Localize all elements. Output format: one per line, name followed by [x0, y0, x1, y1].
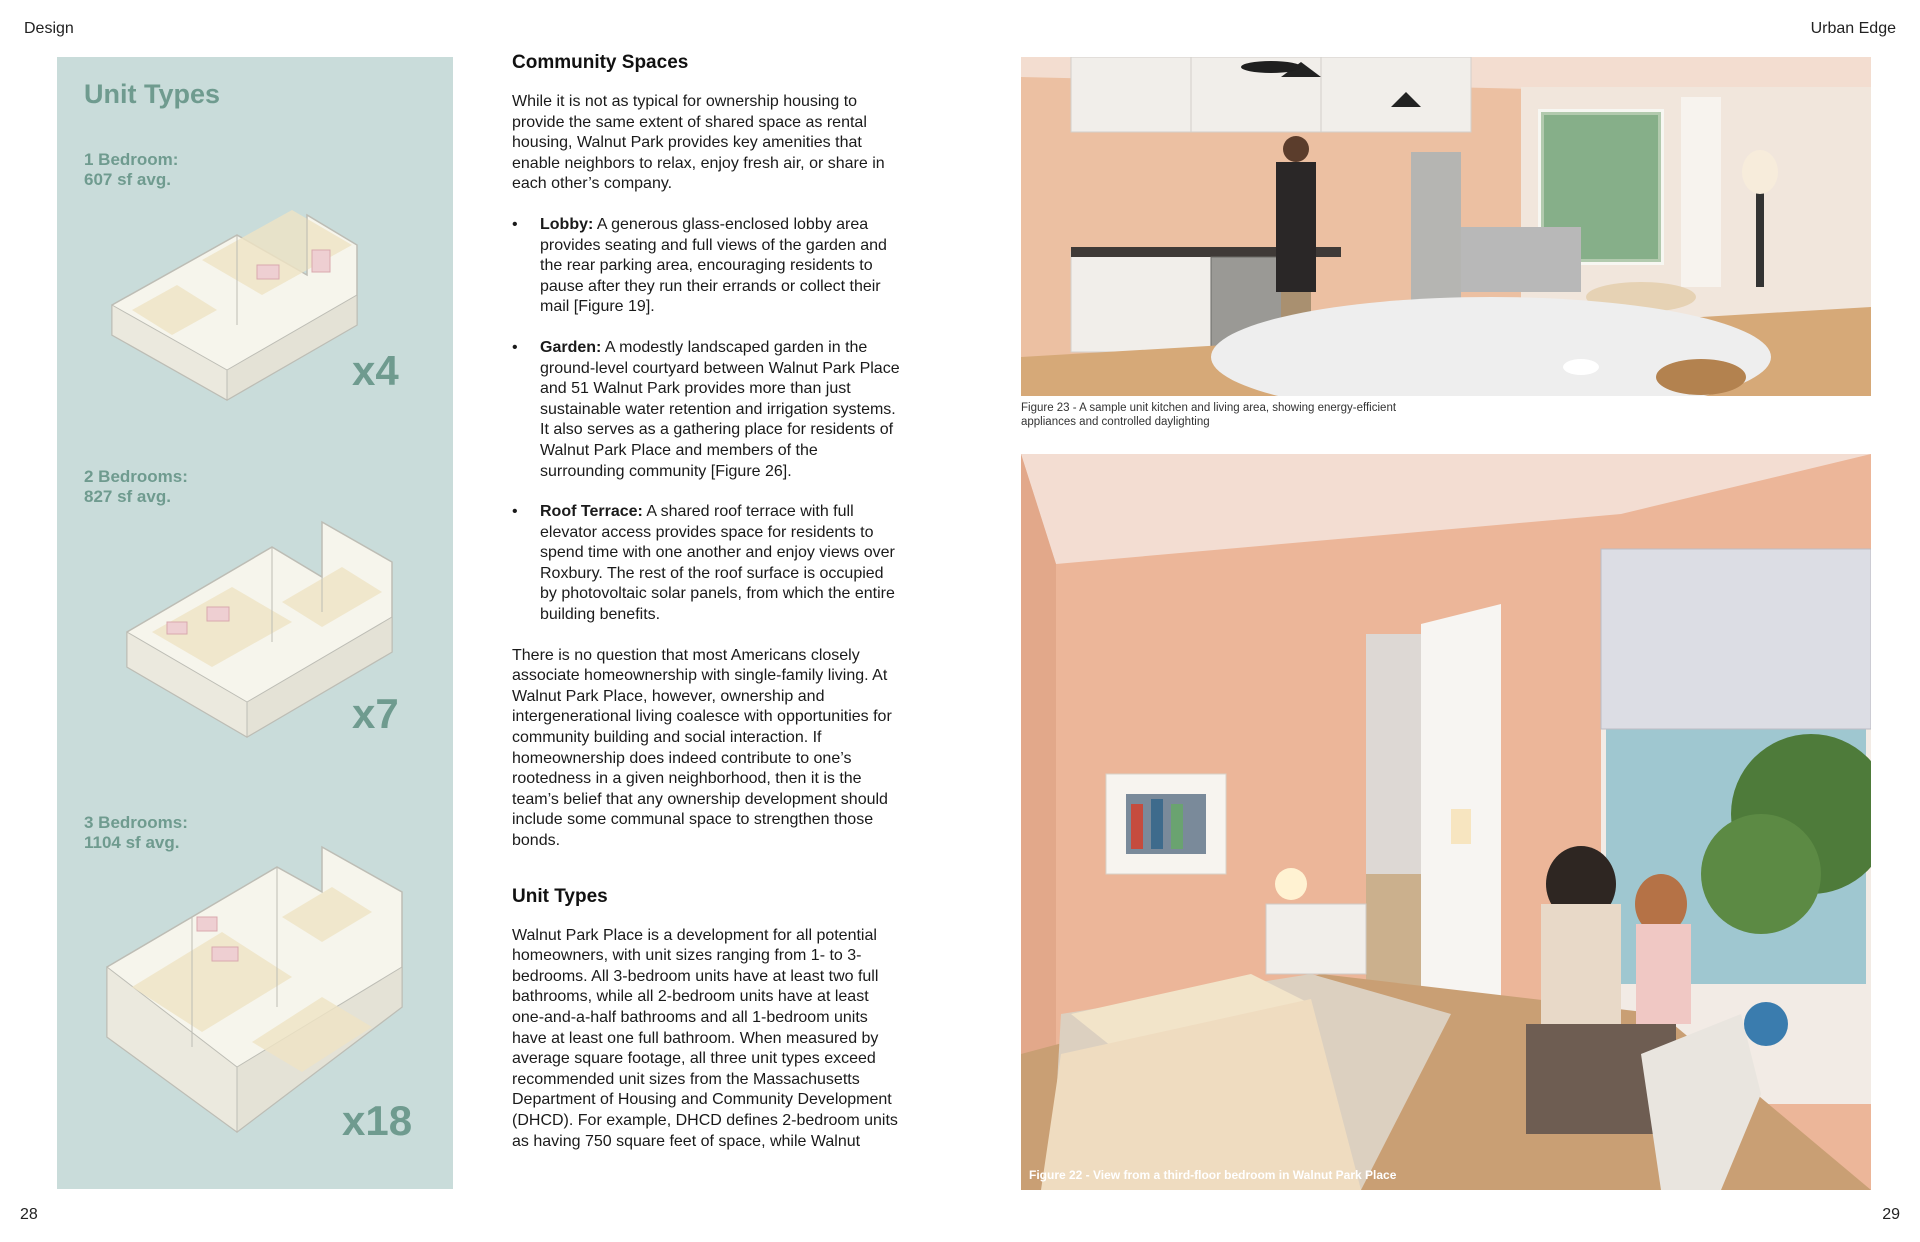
community-spaces-heading: Community Spaces [512, 52, 689, 73]
bullet-text-lobby: A generous glass-enclosed lobby area provides seating and full views of the garden and the rear parking area, encouraging residents to pause after they run their errands or collect their mail [Figure 19]. [540, 215, 887, 316]
unit-2br-name: 2 Bedrooms: [84, 467, 188, 486]
unit-types-body: Walnut Park Place is a development for all potential homeowners, with unit sizes ranging from 1- to 3-bedrooms. All 3-bedroom units have at least two full bathrooms, while all 2-bedroom units have at least one-and-a-half bathrooms and all 1-bedroom units have at least one full bathroom. When measured by average square footage, all three unit types exceed recommended unit sizes from the Massachusetts Department of Housing and Community Development (DHCD). For example, DHCD defines 2-bedroom units as having 750 square feet of space, while Walnut [512, 926, 898, 1150]
kitchen-illustration [1021, 57, 1871, 396]
running-header-section: Design [24, 20, 74, 37]
panel-title: Unit Types [84, 79, 221, 109]
figure-23-kitchen-image [1021, 57, 1871, 396]
unit-1br-name: 1 Bedroom: [84, 150, 179, 169]
figure-22-caption: Figure 22 - View from a third-floor bedroom in Walnut Park Place [1029, 1168, 1397, 1182]
bullet-term-lobby: Lobby: [540, 215, 594, 233]
unit-3br-count: x18 [342, 1097, 413, 1144]
isometric-plan-1br [107, 175, 387, 405]
unit-types-panel [57, 57, 453, 1189]
bullet-term-roof-terrace: Roof Terrace: [540, 503, 643, 521]
text-column [512, 52, 904, 1172]
bullet-term-garden: Garden: [540, 338, 602, 356]
bullet-text-roof-terrace: A shared roof terrace with full elevator access provides space for residents to spend time with one another and enjoy views over Roxbury. The rest of the roof surface is occupied by photovoltaic solar panels, from which the entire building benefits. [540, 503, 895, 624]
unit-3br-name: 3 Bedrooms: [84, 813, 188, 832]
list-item [512, 338, 904, 482]
list-item [512, 215, 904, 318]
amenities-list [512, 215, 904, 626]
unit-1br-count: x4 [352, 347, 399, 394]
unit-1br-size: 607 sf avg. [84, 170, 171, 189]
list-item [512, 502, 904, 626]
isometric-plan-3br [102, 807, 412, 1137]
bedroom-illustration [1021, 454, 1871, 1190]
figure-22-bedroom-image [1021, 454, 1871, 1190]
community-intro: While it is not as typical for ownership housing to provide the same extent of shared space as rental housing, Walnut Park provides key amenities that enable neighbors to relax, enjoy fresh air, or share in each other’s company. [512, 93, 885, 193]
figure-23-caption: Figure 23 - A sample unit kitchen and living area, showing energy-efficient appliances and controlled daylighting [1021, 402, 1397, 428]
community-closing: There is no question that most Americans closely associate homeownership with single-family living. At Walnut Park Place, however, ownership and intergenerational living coalesce with opportunities for community building and social interaction. If homeownership does indeed contribute to one’s rootedness in a given neighborhood, then it is the team’s belief that any ownership development should include some communal space to strengthen those bonds. [512, 646, 892, 849]
bullet-text-garden: A modestly landscaped garden in the ground-level courtyard between Walnut Park Place and 51 Walnut Park provides more than just sustainable water retention and irrigation systems. It also serves as a gathering place for residents of Walnut Park Place and members of the surrounding community [Figure 26]. [540, 338, 900, 480]
unit-types-heading: Unit Types [512, 885, 608, 907]
page-number-right: 29 [1882, 1206, 1900, 1223]
unit-3br-size: 1104 sf avg. [84, 833, 180, 852]
unit-2br-size: 827 sf avg. [84, 487, 171, 506]
page-number-left: 28 [20, 1206, 38, 1223]
unit-2br-count: x7 [352, 690, 399, 737]
running-header-title: Urban Edge [1810, 20, 1896, 37]
